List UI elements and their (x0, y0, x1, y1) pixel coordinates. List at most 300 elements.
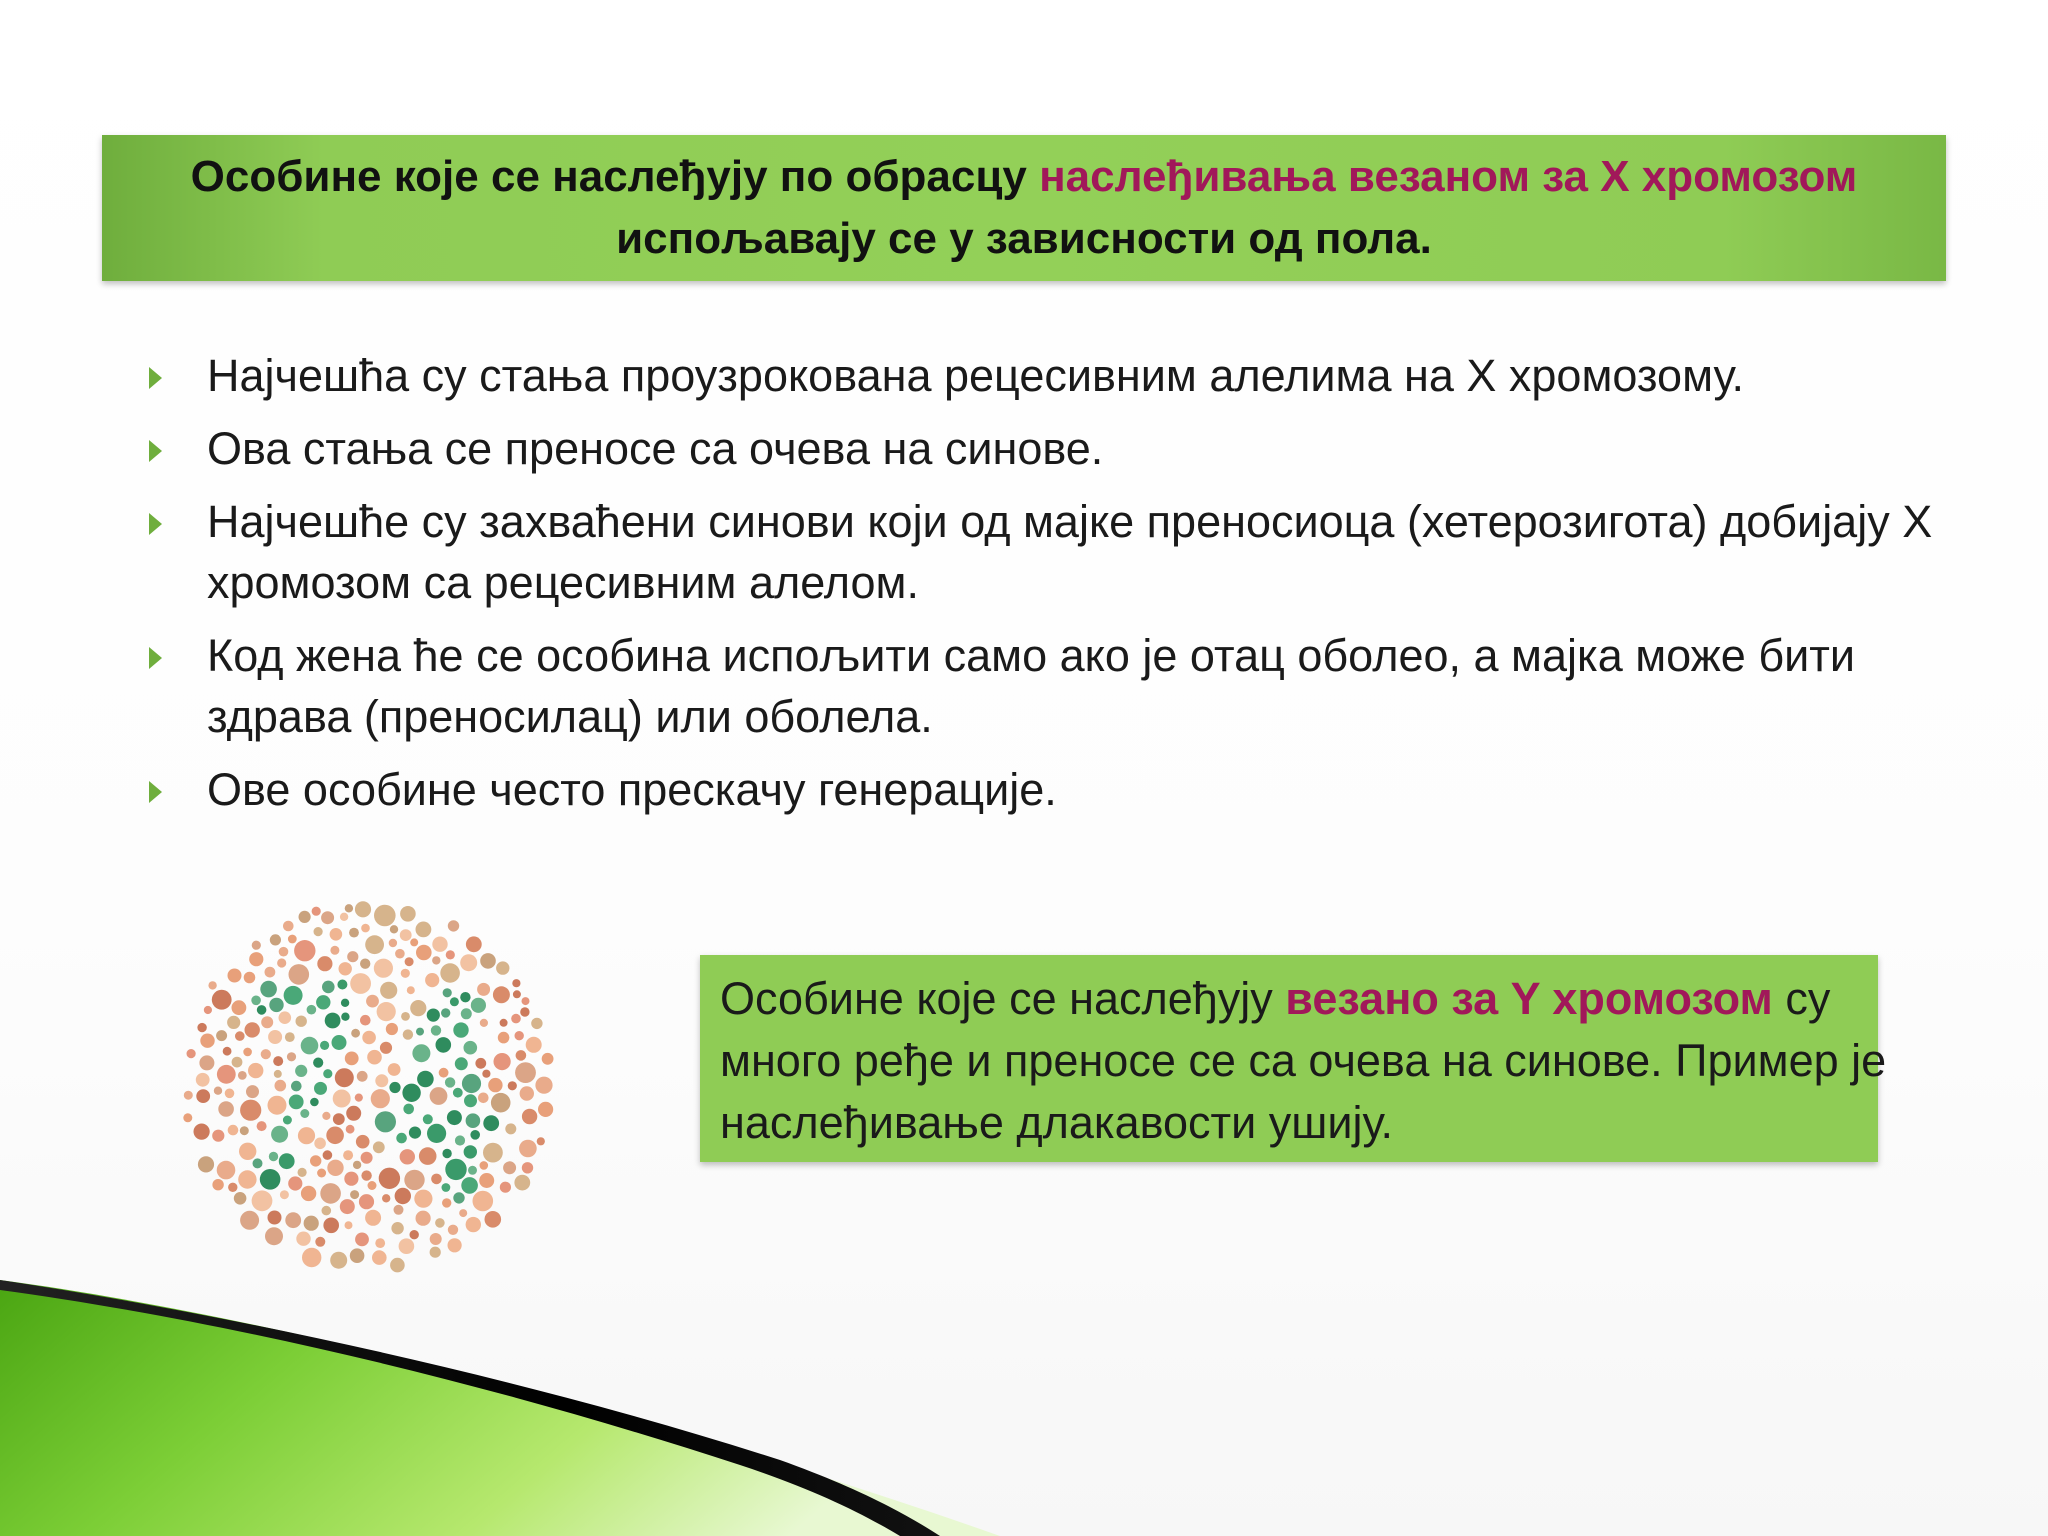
plate-dot-figure (337, 980, 347, 990)
plate-dot (515, 1031, 524, 1040)
plate-dot (298, 1127, 315, 1144)
plate-dot (522, 997, 530, 1005)
plate-dot (520, 1086, 534, 1100)
plate-dot (183, 1113, 192, 1122)
plate-dot (379, 1168, 400, 1189)
plate-dot (535, 1077, 552, 1094)
plate-dot (375, 1238, 385, 1248)
plate-dot (500, 1182, 511, 1193)
plate-dot-figure (253, 1158, 263, 1168)
plate-dot-figure (307, 1005, 317, 1015)
plate-dot-figure (320, 1041, 329, 1050)
plate-dot (448, 1225, 458, 1235)
plate-dot (425, 973, 439, 987)
plate-dot (361, 1152, 373, 1164)
plate-dot-figure (323, 1069, 332, 1078)
plate-dot (235, 1031, 245, 1041)
plate-dot (483, 1143, 503, 1163)
plate-dot (246, 1085, 259, 1098)
plate-dot (480, 953, 496, 969)
plate-dot-figure (464, 1094, 477, 1107)
plate-dot (432, 937, 447, 952)
plate-dot-figure (464, 1041, 478, 1055)
plate-dot (473, 1191, 494, 1212)
plate-dot (478, 1093, 489, 1104)
plate-dot (432, 956, 440, 964)
plate-dot-figure (483, 1115, 499, 1131)
plate-dot (317, 1169, 326, 1178)
plate-dot (274, 1070, 282, 1078)
plate-dot (330, 946, 339, 955)
plate-dot-figure (313, 1058, 323, 1068)
plate-dot (522, 1162, 533, 1173)
plate-dot (365, 1210, 381, 1226)
plate-dot-figure (442, 1149, 451, 1158)
plate-dot (268, 1211, 282, 1225)
plate-dot-figure (470, 1130, 480, 1140)
plate-dot-figure (260, 981, 277, 998)
plate-dot (519, 1140, 537, 1158)
plate-dot-figure (461, 1177, 478, 1194)
plate-dot (355, 1233, 369, 1247)
plate-dot (330, 928, 343, 941)
plate-dot (516, 1050, 527, 1061)
plate-dot-figure (447, 1110, 462, 1125)
plate-dot (498, 1032, 510, 1044)
plate-dot (261, 1049, 271, 1059)
bullet-item (145, 625, 1945, 747)
plate-dot (500, 1019, 508, 1027)
plate-dot (322, 1206, 332, 1216)
plate-dot (239, 1143, 256, 1160)
plate-dot (435, 1218, 445, 1228)
plate-dot (362, 1031, 376, 1045)
y-accent: везано за Y хромозом (1285, 973, 1773, 1024)
plate-dot (349, 928, 359, 938)
plate-dot-figure (471, 998, 486, 1013)
plate-dot (371, 1089, 390, 1108)
plate-dot (373, 1141, 385, 1153)
plate-dot (401, 1012, 410, 1021)
plate-dot (214, 1087, 222, 1095)
plate-dot-figure (403, 1104, 414, 1115)
plate-dot (198, 1156, 214, 1172)
plate-dot-figure (279, 1153, 295, 1169)
plate-dot (404, 1170, 424, 1190)
bullet-item (145, 345, 1945, 406)
plate-dot (335, 1068, 354, 1087)
plate-dot (321, 911, 334, 924)
plate-dot (391, 1222, 403, 1234)
plate-dot-figure (271, 1126, 288, 1143)
plate-dot (367, 1050, 382, 1065)
plate-dot (479, 1173, 494, 1188)
plate-dot (257, 1121, 267, 1131)
bullet-text: Ова стања се преносе са очева на синове. (207, 423, 1104, 474)
plate-dot (208, 981, 216, 989)
bullet-arrow-icon (149, 367, 162, 389)
plate-dot-figure (441, 1008, 450, 1017)
plate-dot (345, 904, 353, 912)
bullet-text: Код жена ће се особина испољити само ако је отац оболео, а мајка може бити здрава (преносилац) или оболела. (207, 630, 1855, 742)
bullet-arrow-icon (149, 647, 162, 669)
plate-dot (294, 940, 315, 961)
plate-dot-figure (341, 1013, 349, 1021)
plate-dot (265, 967, 276, 978)
title-part2: испољавају се у зависности од пола. (616, 214, 1432, 263)
plate-dot (368, 1181, 377, 1190)
plate-dot (400, 929, 412, 941)
plate-dot (361, 924, 370, 933)
plate-dot (511, 1014, 521, 1024)
plate-dot (388, 1063, 401, 1076)
plate-dot (184, 1091, 193, 1100)
plate-dot (400, 906, 416, 922)
bullet-text: Најчешћа су стања проузрокована рецесивним алелима на X хромозому. (207, 350, 1745, 401)
plate-dot (494, 1053, 511, 1070)
plate-dot (410, 1230, 419, 1239)
plate-dot (344, 1172, 358, 1186)
plate-dot (289, 964, 310, 985)
plate-dot (361, 1170, 371, 1180)
plate-dot (314, 927, 323, 936)
plate-dot (394, 1205, 404, 1215)
plate-dot (448, 1238, 462, 1252)
plate-dot (232, 1000, 247, 1015)
plate-dot (480, 1161, 489, 1170)
plate-dot (279, 947, 289, 957)
plate-dot (407, 986, 415, 994)
plate-dot (315, 1237, 325, 1247)
plate-dot (301, 1186, 316, 1201)
plate-dot (275, 1080, 287, 1092)
plate-dot (491, 1093, 511, 1113)
plate-dot-figure (455, 1057, 468, 1070)
plate-dot-figure (436, 1037, 452, 1053)
plate-dot (323, 1218, 339, 1234)
plate-dot (366, 995, 379, 1008)
plate-dot (196, 1073, 210, 1087)
plate-dot (248, 1063, 263, 1078)
plate-dot (526, 1037, 542, 1053)
plate-dot-figure (427, 1009, 440, 1022)
plate-dot (261, 1016, 273, 1028)
plate-dot-figure (461, 1008, 472, 1019)
plate-dot (505, 1123, 516, 1134)
plate-dot (513, 990, 521, 998)
bullet-arrow-icon (149, 440, 162, 462)
plate-dot (399, 1238, 415, 1254)
plate-dot (503, 1161, 516, 1174)
plate-dot-figure (269, 1152, 278, 1161)
plate-dot (439, 1068, 449, 1078)
plate-dot (520, 1007, 529, 1016)
plate-dot (228, 1183, 237, 1192)
title-accent: наслеђивања везаном за X хромозом (1039, 152, 1858, 201)
plate-dot (375, 1074, 388, 1087)
plate-dot (279, 1011, 292, 1024)
plate-dot (386, 1023, 398, 1035)
plate-dot (187, 1049, 196, 1058)
plate-dot (283, 921, 294, 932)
plate-dot (382, 1194, 390, 1202)
plate-dot-figure (450, 997, 459, 1006)
plate-dot (238, 1071, 247, 1080)
plate-dot (296, 1232, 310, 1246)
plate-dot (323, 1150, 333, 1160)
plate-dot-figure (310, 1098, 319, 1107)
plate-dot-figure (375, 1111, 396, 1132)
plate-dot (225, 1089, 235, 1099)
plate-dot-figure (466, 1113, 481, 1128)
plate-dot (390, 1258, 405, 1273)
plate-dot (395, 1188, 411, 1204)
plate-dot (326, 1127, 344, 1145)
plate-dot (374, 959, 393, 978)
plate-dot-figure (453, 1022, 468, 1037)
plate-dot-figure (341, 999, 349, 1007)
plate-dot-figure (284, 986, 303, 1005)
plate-dot (410, 938, 418, 946)
plate-dot (531, 1018, 542, 1029)
y-linked-text (720, 968, 1910, 1154)
plate-dot (218, 1101, 234, 1117)
plate-dot (405, 957, 414, 966)
plate-dot (442, 1198, 451, 1207)
plate-dot-figure (427, 1124, 446, 1143)
plate-dot (194, 1124, 210, 1140)
plate-dot (416, 922, 432, 938)
plate-dot-figure (402, 1084, 420, 1102)
plate-dot (327, 1160, 343, 1176)
plate-dot-figure (260, 1169, 281, 1190)
plate-dot (314, 1138, 326, 1150)
bullet-item (145, 491, 1945, 613)
plate-dot (240, 1100, 261, 1121)
plate-dot (245, 1022, 260, 1037)
plate-dot (227, 1016, 240, 1029)
plate-dot-figure (460, 992, 470, 1002)
plate-dot (298, 1168, 307, 1177)
plate-dot (537, 1137, 545, 1145)
plate-dot (508, 1081, 517, 1090)
plate-dot (350, 1248, 365, 1263)
plate-dot (288, 1176, 302, 1190)
plate-dot (212, 990, 232, 1010)
plate-dot (493, 986, 510, 1003)
plate-dot (304, 1216, 319, 1231)
plate-dot-figure (291, 1081, 302, 1092)
plate-dot (333, 1113, 345, 1125)
plate-dot-figure (289, 1095, 304, 1110)
plate-dot (217, 1065, 236, 1084)
plate-dot (430, 1233, 442, 1245)
plate-dot (249, 952, 263, 966)
plate-dot-figure (322, 981, 335, 994)
plate-dot (446, 950, 455, 959)
plate-dot (542, 1053, 554, 1065)
plate-dot-figure (416, 1028, 424, 1036)
plate-dot (204, 1006, 212, 1014)
plate-dot-figure (325, 1013, 341, 1029)
slide-title (144, 146, 1904, 270)
plate-dot (374, 905, 396, 927)
plate-dot (280, 1190, 289, 1199)
plate-dot-figure (389, 1082, 400, 1093)
plate-dot (515, 1062, 536, 1083)
plate-dot (287, 1052, 296, 1061)
plate-dot (380, 1042, 392, 1054)
plate-dot (197, 1023, 206, 1032)
plate-dot (448, 920, 459, 931)
plate-dot (419, 1147, 437, 1165)
plate-dot (377, 1002, 396, 1021)
plate-dot (330, 1252, 347, 1269)
plate-dot (466, 1217, 481, 1232)
plate-dot-figure (316, 995, 330, 1009)
plate-dot (430, 1087, 448, 1105)
plate-dot-figure (412, 1044, 430, 1062)
plate-dot-figure (409, 1127, 421, 1139)
title-part1: Особине које се наслеђују по обрасцу (190, 152, 1040, 201)
plate-dot (460, 954, 477, 971)
plate-dot (351, 1029, 360, 1038)
plate-dot (355, 1094, 363, 1102)
plate-dot (252, 1190, 273, 1211)
plate-dot (360, 959, 370, 969)
plate-dot-figure (442, 1183, 451, 1192)
plate-dot (265, 1227, 283, 1245)
plate-dot (320, 1183, 341, 1204)
plate-dot (466, 936, 482, 952)
decorative-swoosh (0, 1280, 2048, 1536)
plate-dot (333, 1090, 351, 1108)
plate-dot (416, 1211, 431, 1226)
plate-dot (199, 1055, 214, 1070)
plate-dot-figure (396, 1133, 407, 1144)
plate-dot (244, 972, 256, 984)
plate-dot-figure (453, 1192, 464, 1203)
plate-dot (196, 1089, 210, 1103)
plate-dot (252, 941, 261, 950)
plate-dot-figure (431, 1025, 441, 1035)
plate-dot (238, 1170, 256, 1188)
plate-dot-figure (445, 1077, 455, 1087)
plate-dot (403, 1029, 413, 1039)
plate-dot-figure (332, 1035, 347, 1050)
plate-dot (390, 925, 398, 933)
plate-dot-figure (423, 1114, 433, 1124)
plate-dot (345, 1052, 359, 1066)
plate-dot-figure (443, 988, 452, 997)
plate-dot (416, 945, 432, 961)
plate-dot-figure (257, 1005, 267, 1015)
plate-dot (347, 951, 358, 962)
plate-dot-figure (301, 1037, 319, 1055)
plate-dot (480, 1019, 488, 1027)
plate-dot (430, 1247, 441, 1258)
plate-dot-figure (295, 1065, 307, 1077)
plate-dot (277, 958, 286, 967)
plate-dot (223, 1047, 232, 1056)
bullet-item (145, 418, 1945, 479)
plate-dot (410, 1000, 426, 1016)
plate-dot (482, 1070, 490, 1078)
plate-dot (288, 935, 297, 944)
plate-dot (350, 1190, 359, 1199)
ishihara-plate-image (172, 890, 562, 1280)
plate-dot-figure (269, 998, 283, 1012)
plate-dot-figure (251, 996, 261, 1006)
plate-dot (339, 962, 352, 975)
plate-dot (216, 1030, 227, 1041)
plate-dot (345, 1221, 353, 1229)
plate-dot (200, 1034, 214, 1048)
plate-dot (270, 934, 281, 945)
plate-dot (232, 1057, 243, 1068)
plate-dot (360, 1015, 371, 1026)
plate-dot (356, 1135, 370, 1149)
bullet-text: Ове особине често прескачу генерације. (207, 764, 1057, 815)
plate-dot (365, 935, 384, 954)
plate-dot (212, 1179, 223, 1190)
plate-dot-figure (453, 1088, 463, 1098)
plate-dot (485, 1211, 502, 1228)
plate-dot (234, 1192, 247, 1205)
plate-dot (353, 1161, 361, 1169)
bullet-text: Најчешће су захваћени синови који од мајке преносиоца (хетерозигота) добијају X хромозом са рецесивним алелом. (207, 496, 1933, 608)
plate-dot (346, 1125, 355, 1134)
plate-dot (317, 956, 332, 971)
plate-dot (346, 1106, 361, 1121)
plate-dot-figure (300, 1109, 309, 1118)
plate-dot (340, 1199, 355, 1214)
plate-dot (431, 1174, 442, 1185)
plate-dot (496, 961, 509, 974)
plate-dot (312, 907, 321, 916)
plate-dot (488, 1078, 502, 1092)
bullet-arrow-icon (149, 513, 162, 535)
plate-dot-figure (455, 1135, 465, 1145)
plate-dot (514, 1175, 530, 1191)
bullet-arrow-icon (149, 781, 162, 803)
plate-dot-figure (468, 1166, 477, 1175)
plate-dot (217, 1161, 236, 1180)
plate-dot (310, 1155, 321, 1166)
plate-dot (285, 1032, 295, 1042)
plate-dot (538, 1102, 553, 1117)
plate-dot (350, 973, 371, 994)
y-part1: Особине које се наслеђују (720, 973, 1286, 1024)
plate-dot (212, 1130, 224, 1142)
plate-dot (355, 901, 371, 917)
plate-dot (268, 1096, 287, 1115)
plate-dot (401, 969, 410, 978)
plate-dot (389, 939, 397, 947)
plate-dot (343, 1150, 353, 1160)
bullet-list (145, 345, 1945, 832)
plate-dot-figure (417, 1071, 434, 1088)
title-banner (102, 135, 1946, 281)
plate-dot (400, 1149, 415, 1164)
plate-dot (395, 949, 405, 959)
plate-dot (440, 963, 460, 983)
plate-dot (359, 1194, 374, 1209)
plate-dot (243, 1048, 252, 1057)
plate-dot-figure (462, 1074, 481, 1093)
plate-dot (285, 1212, 301, 1228)
plate-dot (296, 1016, 307, 1027)
